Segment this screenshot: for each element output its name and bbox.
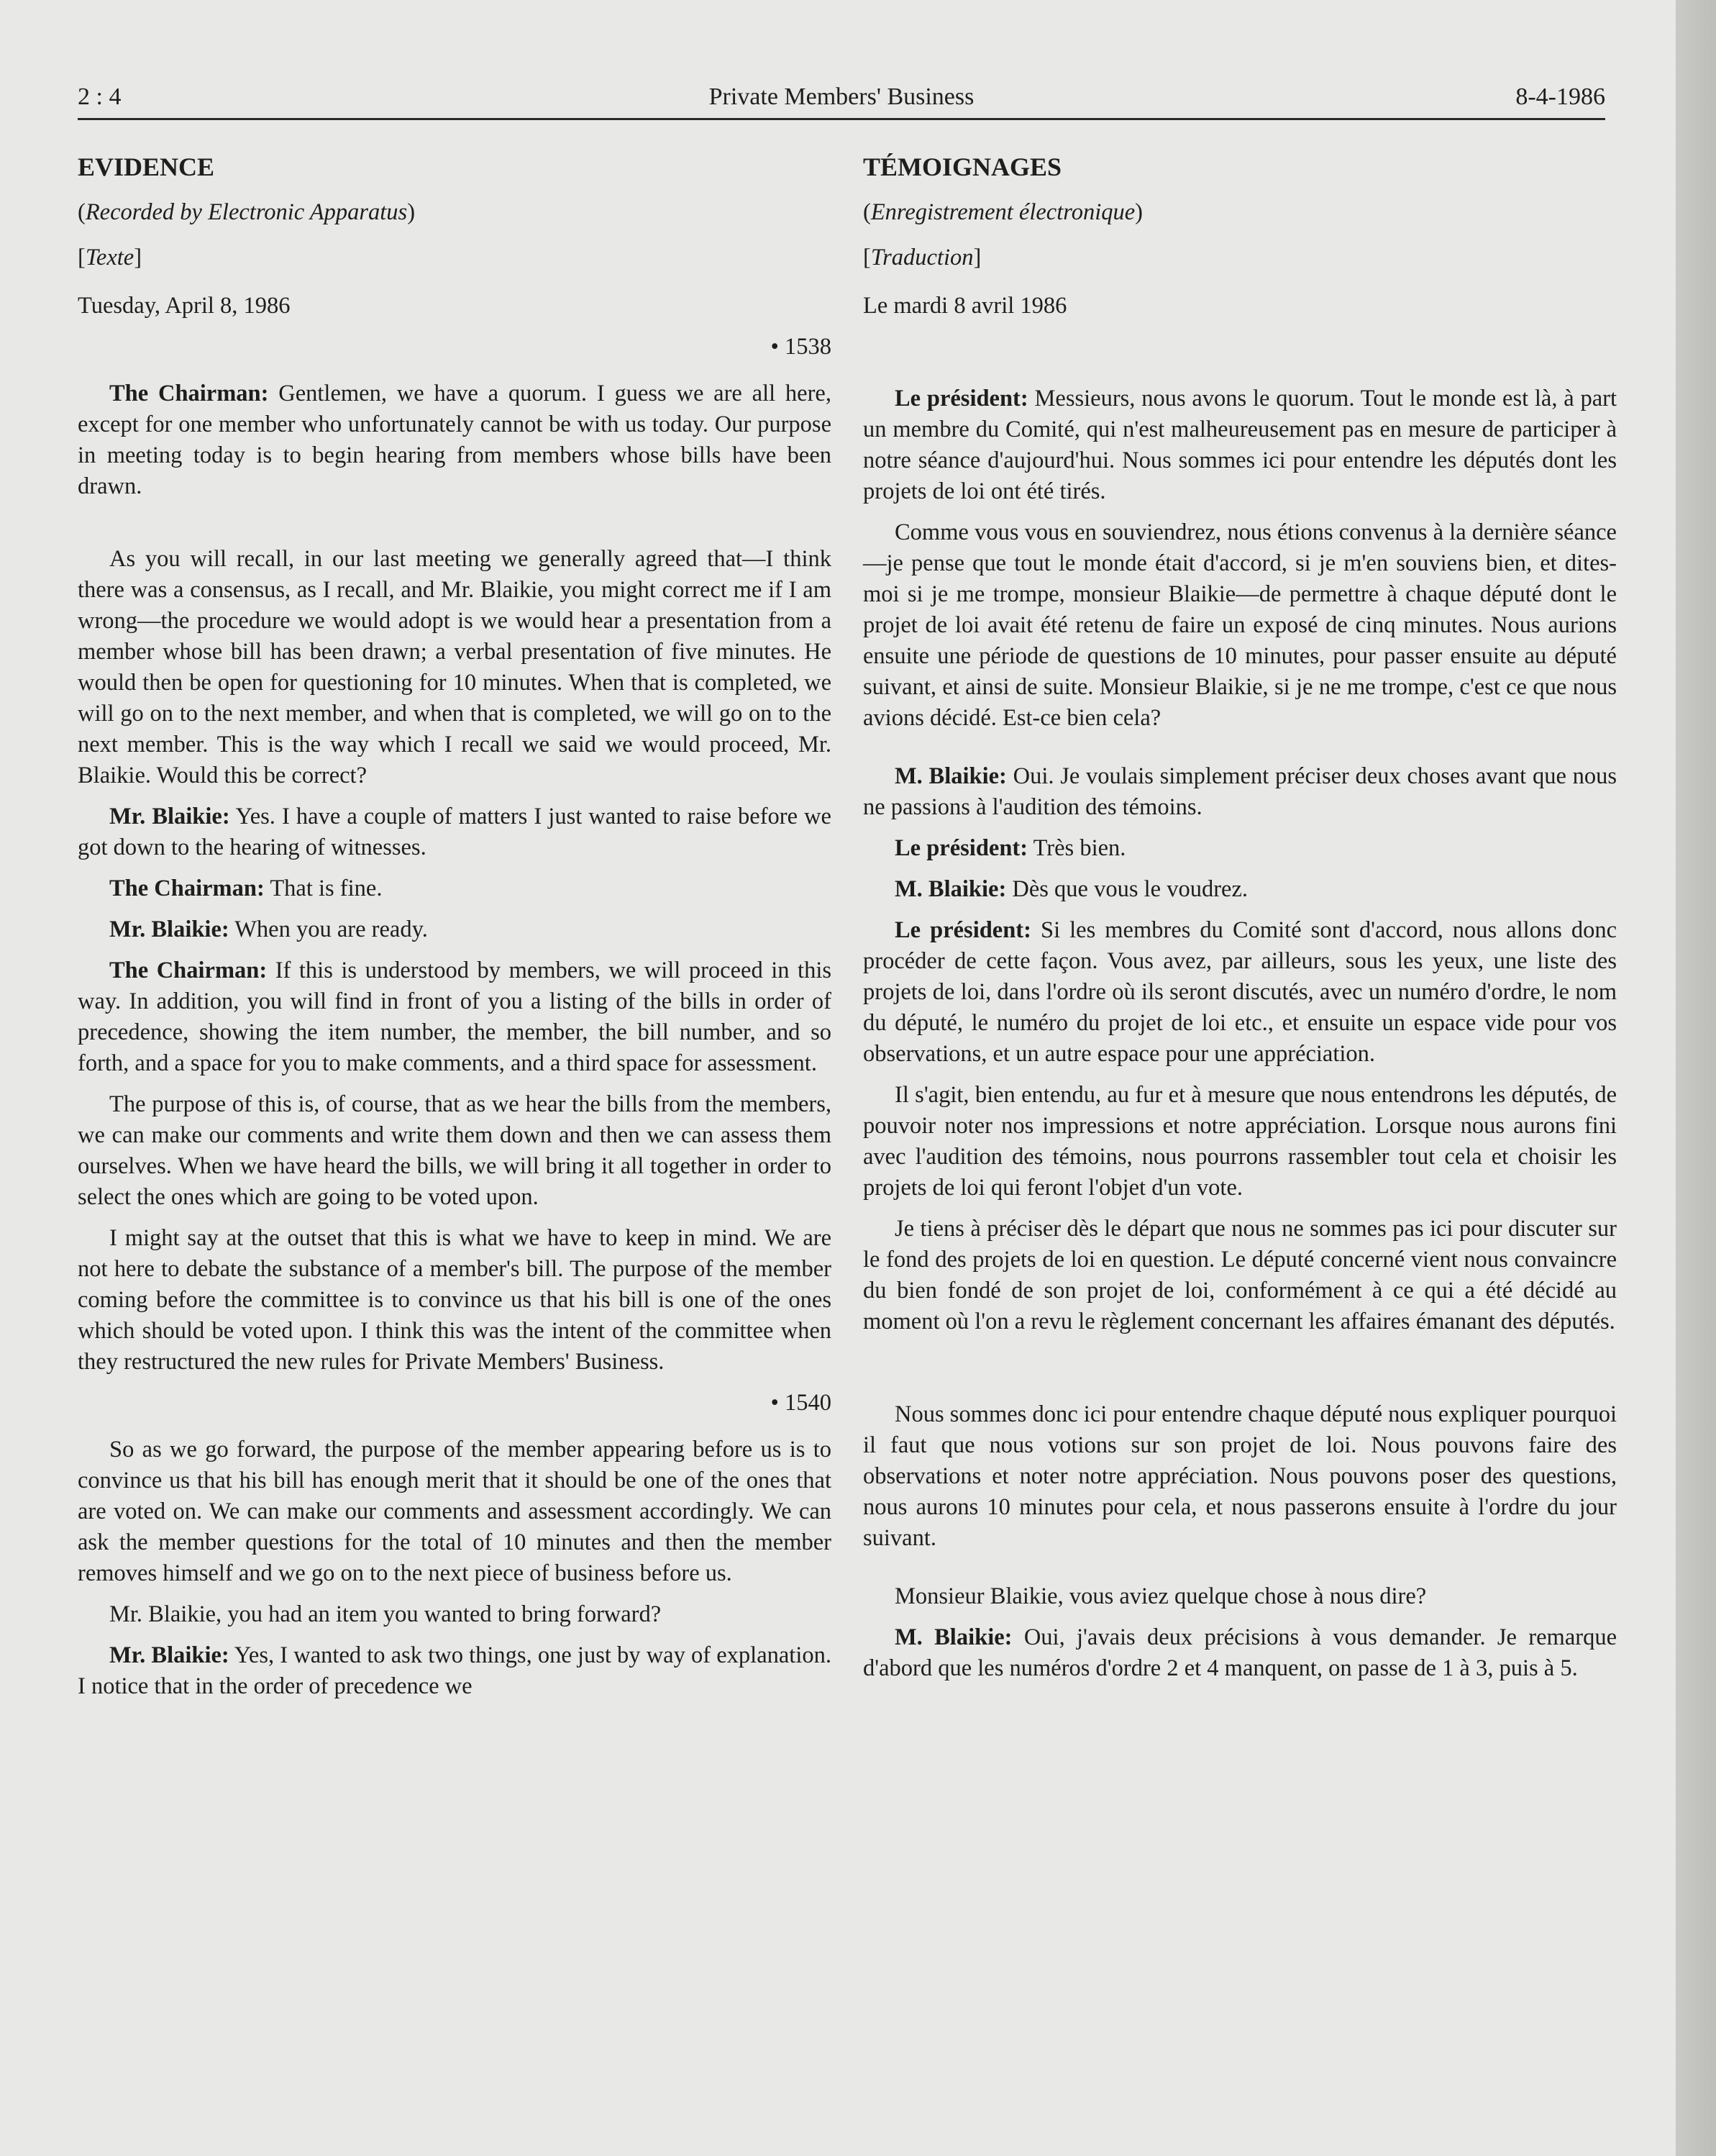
speaker: Mr. Blaikie: (109, 916, 229, 942)
paragraph: As you will recall, in our last meeting we generally agreed that—I think there was a consensus, as I recall, and Mr. Blaikie, you might correct me if I am wrong—the procedure we would adopt is we would hear a presentation from a member whose bill has been drawn; a verbal presentation of five minutes. He would then be open for questioning for 10 minutes. When that is completed, we will go on to the next member, and when that is completed, we will go on to the next member. This is the way which I recall we said we would proceed, Mr. Blaikie. Would this be correct? (78, 546, 831, 788)
paragraph: M. Blaikie: Oui, j'avais deux précisions à vous demander. Je remarque d'abord que les numéros d'ordre 2 et 4 manquent, on passe de 1 à 3, puis à 5. (863, 1624, 1617, 1681)
english-column (78, 151, 831, 1712)
text-note: [Traduction] (863, 245, 982, 270)
paragraph: So as we go forward, the purpose of the member appearing before us is to convince us that his bill has enough merit that it should be one of the ones that are voted on. We can make our comments and assessment accordingly. We can ask the member questions for the total of 10 minutes and then the member removes himself and we go on to the next piece of business before us. (78, 1437, 831, 1586)
paragraph: M. Blaikie: Oui. Je voulais simplement préciser deux choses avant que nous ne passions à l'audition des témoins. (863, 763, 1617, 820)
speaker: Mr. Blaikie: (109, 1642, 229, 1668)
speaker: Le président: (895, 917, 1031, 943)
time-marker: • 1540 (770, 1390, 831, 1416)
time-marker: • 1538 (770, 334, 831, 360)
speaker: The Chairman: (109, 875, 265, 901)
text-note: [Texte] (78, 245, 142, 270)
speaker: Le président: (895, 386, 1028, 411)
running-title: Private Members' Business (708, 83, 975, 110)
speaker: The Chairman: (109, 381, 269, 406)
paragraph: Nous sommes donc ici pour entendre chaque député nous expliquer pourquoi il faut que nous votions sur son projet de loi. Nous pouvons faire des observations et noter notre appréciation. Nous pouvons poser des questions, nous aurons 10 minutes pour cela, et nous passerons ensuite à l'ordre du jour suivant. (863, 1401, 1617, 1551)
speaker: M. Blaikie: (895, 763, 1007, 789)
page-number: 2 : 4 (78, 83, 122, 110)
paragraph: I might say at the outset that this is what we have to keep in mind. We are not here to debate the substance of a member's bill. The purpose of the member coming before the committee is to convince us that his bill is one of the ones which should be voted upon. I think this was the intent of the committee when they restructured the new rules for Private Members' Business. (78, 1225, 831, 1375)
paragraph: The Chairman: Gentlemen, we have a quorum. I guess we are all here, except for one member who unfortunately cannot be with us today. Our purpose in meeting today is to begin hearing from members whose bills have been drawn. (78, 381, 831, 499)
paragraph: Mr. Blaikie, you had an item you wanted to bring forward? (109, 1601, 662, 1627)
speaker: The Chairman: (109, 958, 268, 983)
page-edge (1676, 0, 1716, 2156)
paragraph: Le président: Si les membres du Comité sont d'accord, nous allons donc procéder de cette façon. Vous avez, par ailleurs, sous les yeux, une liste des projets de loi, dans l'ordre où ils seront discutés, avec un numéro d'ordre, le nom du député, le numéro du projet de loi etc., et ensuite un espace vide pour vos observations, et un autre espace pour une appréciation. (863, 917, 1617, 1067)
header-date: 8-4-1986 (1515, 83, 1605, 110)
session-date: Le mardi 8 avril 1986 (863, 293, 1067, 319)
speaker: Le président: (895, 835, 1028, 861)
speaker: M. Blaikie: (895, 876, 1007, 902)
paragraph: Le président: Très bien. (895, 835, 1126, 861)
french-column (863, 151, 1617, 1694)
paragraph: Monsieur Blaikie, vous aviez quelque chose à nous dire? (895, 1583, 1427, 1609)
paragraph: Le président: Messieurs, nous avons le quorum. Tout le monde est là, à part un membre du Comité, qui n'est malheureusement pas en mesure de participer à notre séance d'aujourd'hui. Nous sommes ici pour entendre les députés dont les projets de loi ont été tirés. (863, 386, 1617, 504)
paragraph: Comme vous vous en souviendrez, nous étions convenus à la dernière séance—je pense que tout le monde était d'accord, si je m'en souviens bien, et dites-moi si je me trompe, monsieur Blaikie—de permettre à chaque député dont le projet de loi avait été retenu de faire un exposé de cinq minutes. Nous aurions ensuite une période de questions de 10 minutes, pour passer ensuite au député suivant, et ainsi de suite. Monsieur Blaikie, si je ne me trompe, c'est ce que nous avions décidé. Est-ce bien cela? (863, 519, 1617, 731)
section-heading: EVIDENCE (78, 153, 215, 181)
speaker: M. Blaikie: (895, 1624, 1013, 1650)
paragraph: Il s'agit, bien entendu, au fur et à mesure que nous entendrons les députés, de pouvoir noter nos impressions et notre appréciation. Lorsque nous aurons fini avec l'audition des témoins, nous pourrons rassembler tout cela et choisir les projets de loi qui feront l'objet d'un vote. (863, 1082, 1617, 1201)
recording-note: (Recorded by Electronic Apparatus) (78, 199, 416, 225)
paragraph: Mr. Blaikie: When you are ready. (109, 916, 428, 942)
paragraph: The Chairman: If this is understood by members, we will proceed in this way. In addition, you will find in front of you a listing of the bills in order of precedence, showing the item number, the member, the bill number, and so forth, and a space for you to make comments, and a third space for assessment. (78, 958, 832, 1076)
recording-note: (Enregistrement électronique) (863, 199, 1143, 225)
section-heading: TÉMOIGNAGES (863, 153, 1062, 181)
session-date: Tuesday, April 8, 1986 (78, 293, 291, 319)
page-header (78, 81, 1605, 120)
paragraph: Mr. Blaikie: Yes. I have a couple of matters I just wanted to raise before we got down to the hearing of witnesses. (78, 804, 831, 860)
paragraph: The purpose of this is, of course, that as we hear the bills from the members, we can make our comments and write them down and then we can assess them ourselves. When we have heard the bills, we will bring it all together in order to select the ones which are going to be voted upon. (78, 1091, 831, 1210)
paragraph: The Chairman: That is fine. (109, 875, 383, 901)
paragraph: Je tiens à préciser dès le départ que nous ne sommes pas ici pour discuter sur le fond des projets de loi en question. Le député concerné vient nous convaincre du bien fondé de son projet de loi, conformément à ce qui a été décidé au moment où l'on a revu le règlement concernant les affaires émanant des députés. (863, 1216, 1617, 1334)
paragraph: Mr. Blaikie: Yes, I wanted to ask two things, one just by way of explanation. I notice that in the order of precedence we (78, 1642, 831, 1699)
paragraph: M. Blaikie: Dès que vous le voudrez. (895, 876, 1249, 902)
speaker: Mr. Blaikie: (109, 804, 230, 829)
